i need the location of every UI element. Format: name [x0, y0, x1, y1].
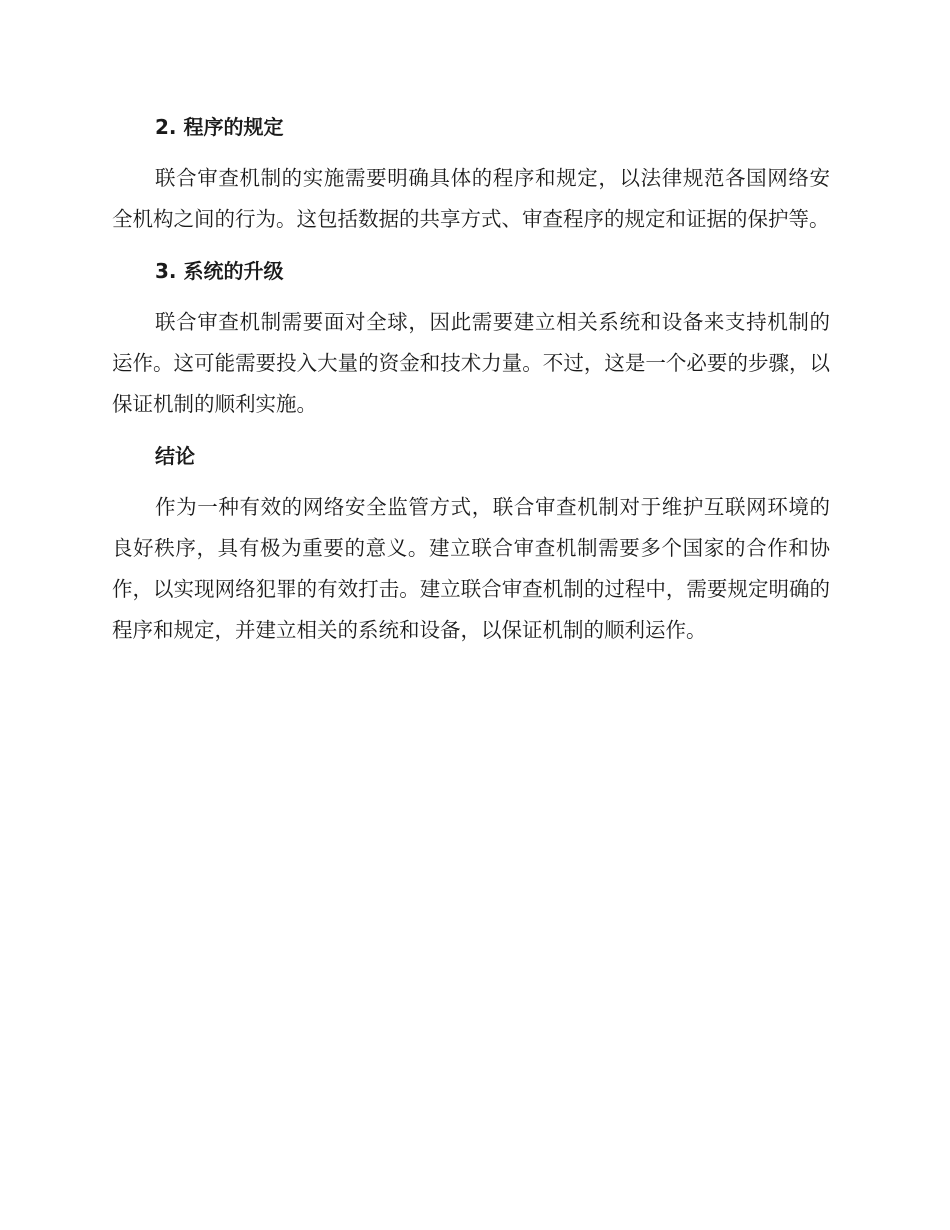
document-page [112, 108, 830, 663]
section-heading: 2. 程序的规定 [155, 115, 284, 139]
section-conclusion [112, 437, 830, 651]
section-procedure-rules [112, 108, 830, 240]
section-paragraph: 联合审查机制的实施需要明确具体的程序和规定，以法律规范各国网络安全机构之间的行为。这包括数据的共享方式、审查程序的规定和证据的保护等。 [112, 166, 830, 231]
section-heading: 结论 [155, 444, 195, 468]
section-system-upgrade [112, 252, 830, 425]
section-heading: 3. 系统的升级 [155, 259, 284, 283]
section-paragraph: 联合审查机制需要面对全球，因此需要建立相关系统和设备来支持机制的运作。这可能需要投入大量的资金和技术力量。不过，这是一个必要的步骤，以保证机制的顺利实施。 [112, 310, 830, 416]
section-paragraph: 作为一种有效的网络安全监管方式，联合审查机制对于维护互联网环境的良好秩序，具有极为重要的意义。建立联合审查机制需要多个国家的合作和协作，以实现网络犯罪的有效打击。建立联合审查机制的过程中，需要规定明确的程序和规定，并建立相关的系统和设备，以保证机制的顺利运作。 [112, 495, 830, 642]
